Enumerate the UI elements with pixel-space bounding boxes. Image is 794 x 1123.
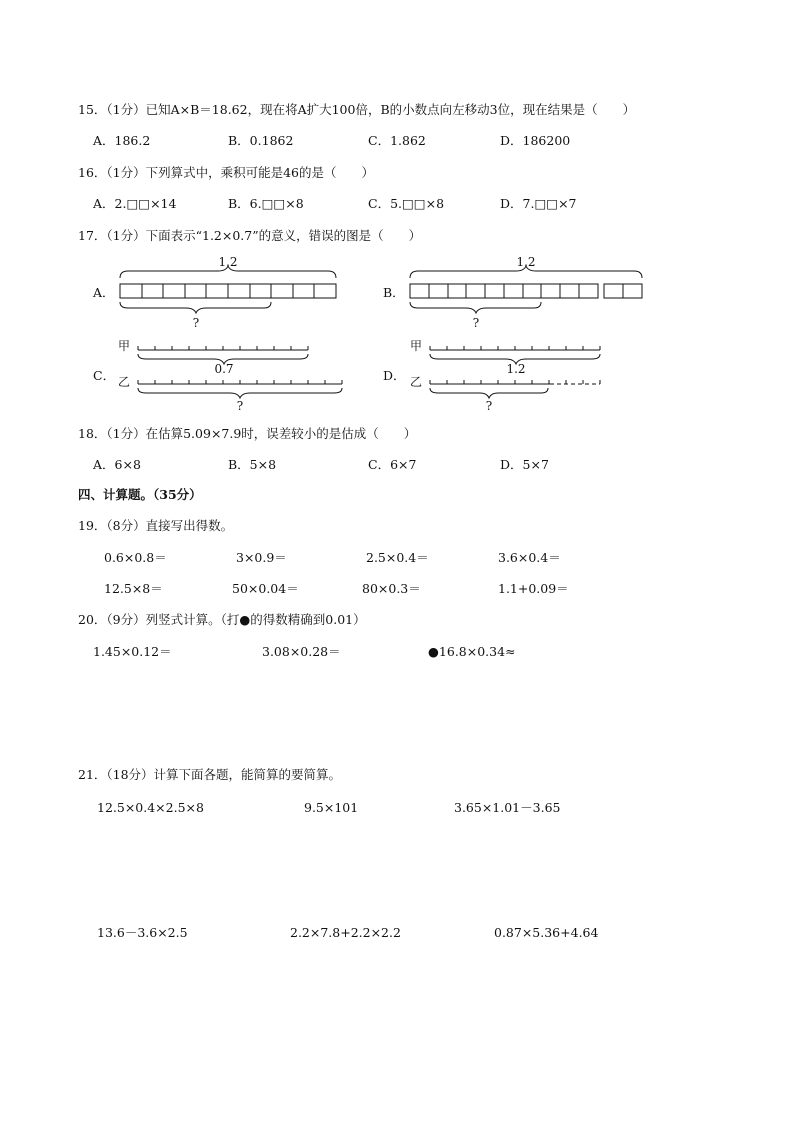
- q15-option-d: D．186200: [500, 133, 571, 148]
- q17-stem: 17．（1分）下面表示“1.2×0.7”的意义，错误的图是（ ）: [78, 228, 422, 243]
- q15-option-a: A．186.2: [93, 133, 151, 148]
- q19-expression: 2.5×0.4＝: [366, 550, 429, 565]
- q21-expression: 13.6－3.6×2.5: [97, 925, 188, 940]
- q21-expression: 0.87×5.36+4.64: [494, 925, 599, 940]
- q17-figure-b: [408, 252, 648, 332]
- q17-figure-c-diagram: [118, 336, 348, 414]
- q16-option-b: B．6.□□×8: [228, 196, 304, 211]
- q21-expression: 9.5×101: [304, 800, 359, 815]
- q18-option-b: B．5×8: [228, 457, 277, 472]
- q16-option-a: A．2.□□×14: [93, 196, 177, 211]
- q17-figure-d-row2-label: 乙: [410, 375, 423, 389]
- q19-expression: 3×0.9＝: [236, 550, 287, 565]
- q16-option-d: D．7.□□×7: [500, 196, 577, 211]
- q21-stem: 21．（18分）计算下面各题，能简算的要简算。: [78, 767, 342, 782]
- q17-figure-d: [410, 336, 610, 414]
- q17-figure-c-mid-label: 0.7: [214, 362, 234, 376]
- q20-expression: 3.08×0.28＝: [262, 644, 341, 659]
- q19-expression: 0.6×0.8＝: [104, 550, 167, 565]
- q16-stem: 16．（1分）下列算式中，乘积可能是46的是（ ）: [78, 165, 375, 180]
- q17-figure-a-bottom-label: ?: [192, 316, 200, 330]
- q21-expression: 3.65×1.01－3.65: [454, 800, 561, 815]
- q15-option-c: C．1.862: [368, 133, 426, 148]
- q17-figure-c: [118, 336, 348, 414]
- q20-stem: 20．（9分）列竖式计算。（打●的得数精确到0.01）: [78, 612, 366, 627]
- q19-expression: 1.1+0.09＝: [498, 581, 569, 596]
- q15-option-b: B．0.1862: [228, 133, 294, 148]
- q17-figure-a-top-label: 1.2: [218, 255, 238, 269]
- q20-expression: ●16.8×0.34≈: [428, 644, 516, 659]
- q17-figure-c-label: C．: [93, 368, 116, 383]
- q17-figure-d-row1-label: 甲: [410, 339, 423, 353]
- q19-stem: 19．（8分）直接写出得数。: [78, 518, 234, 533]
- q17-figure-a-diagram: [118, 252, 343, 332]
- q17-figure-b-top-label: 1.2: [516, 255, 536, 269]
- q21-expression: 12.5×0.4×2.5×8: [97, 800, 204, 815]
- q17-figure-d-label: D．: [383, 368, 406, 383]
- q17-figure-b-label: B．: [383, 285, 405, 300]
- q17-figure-d-diagram: [410, 336, 610, 414]
- q17-figure-c-row1-label: 甲: [118, 339, 131, 353]
- q18-option-a: A．6×8: [93, 457, 141, 472]
- q19-expression: 12.5×8＝: [104, 581, 163, 596]
- q17-figure-b-diagram: [408, 252, 648, 332]
- q19-expression: 50×0.04＝: [232, 581, 299, 596]
- q17-figure-a-label: A．: [93, 285, 115, 300]
- q18-option-d: D．5×7: [500, 457, 549, 472]
- q21-expression: 2.2×7.8+2.2×2.2: [290, 925, 401, 940]
- q18-stem: 18．（1分）在估算5.09×7.9时，误差较小的是估成（ ）: [78, 426, 417, 441]
- q20-expression: 1.45×0.12＝: [93, 644, 172, 659]
- q17-figure-c-row2-label: 乙: [118, 375, 131, 389]
- section-heading-calculation: 四、计算题。（35分）: [78, 487, 202, 502]
- q16-option-c: C．5.□□×8: [368, 196, 445, 211]
- q19-expression: 80×0.3＝: [362, 581, 421, 596]
- q17-figure-d-bottom-label: ?: [485, 399, 493, 413]
- q17-figure-a: [118, 252, 343, 332]
- q17-figure-d-mid-label: 1.2: [506, 362, 526, 376]
- q18-option-c: C．6×7: [368, 457, 417, 472]
- q19-expression: 3.6×0.4＝: [498, 550, 561, 565]
- q15-stem: 15．（1分）已知A×B＝18.62，现在将A扩大100倍，B的小数点向左移动3位，现在结果是（ ）: [78, 102, 636, 117]
- q17-figure-b-bottom-label: ?: [472, 316, 480, 330]
- q17-figure-c-bottom-label: ?: [236, 399, 244, 413]
